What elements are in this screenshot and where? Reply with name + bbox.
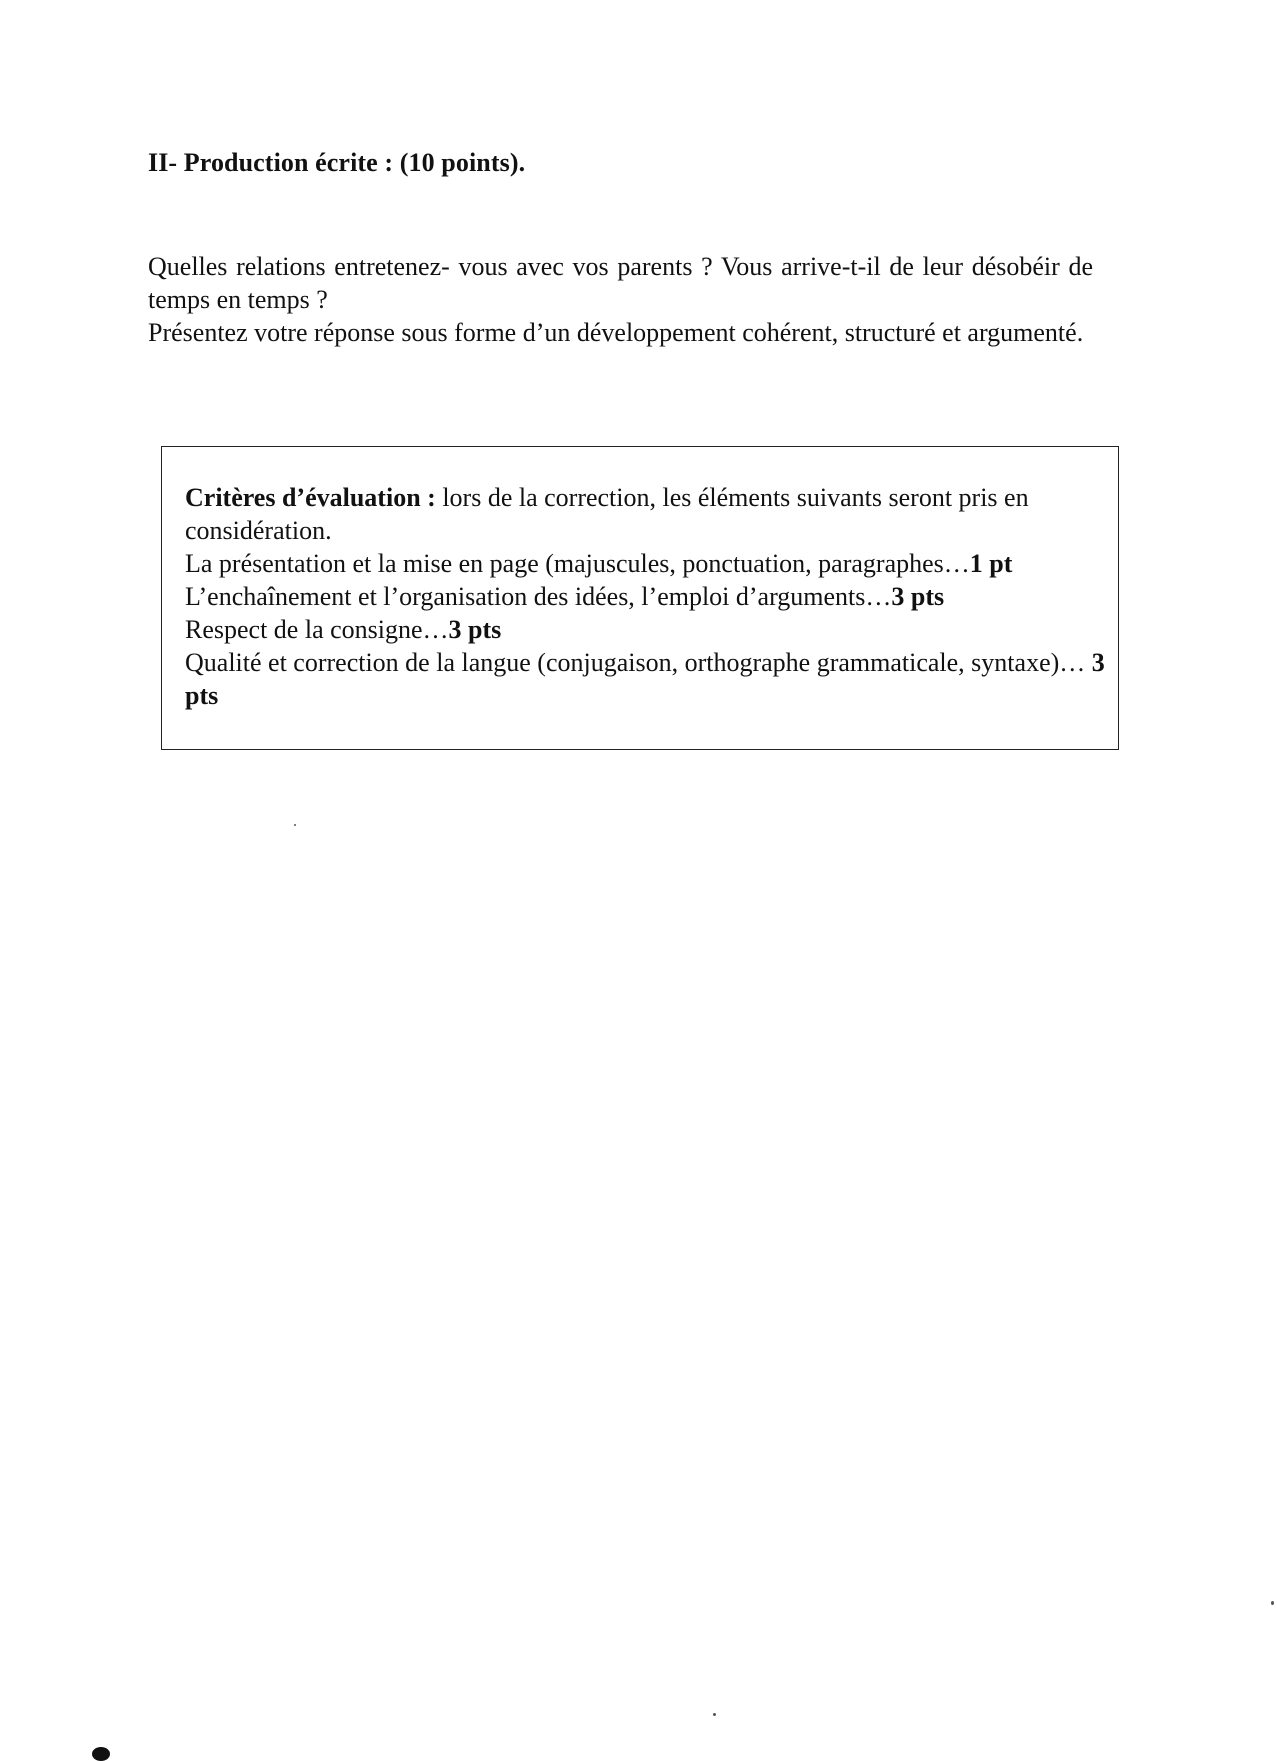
writing-prompt	[148, 250, 1093, 349]
scan-speck	[713, 1713, 716, 1716]
section-title: II- Production écrite : (10 points).	[148, 148, 526, 177]
criteria-item-text: L’enchaînement et l’organisation des idées, l’emploi d’arguments…	[185, 582, 892, 611]
criteria-item	[185, 580, 1105, 613]
criteria-item-points: 3 pts	[448, 615, 502, 644]
criteria-item-points: 3 pts	[891, 582, 945, 611]
prompt-question: Quelles relations entretenez- vous avec vos parents ? Vous arrive-t-il de leur désobéir de temps en temps ?	[148, 252, 1093, 314]
criteria-item-text: Qualité et correction de la langue (conjugaison, orthographe grammaticale, syntaxe)…	[185, 648, 1092, 677]
scan-speck	[1271, 1601, 1274, 1605]
scan-blob	[92, 1747, 110, 1761]
criteria-content	[185, 481, 1105, 712]
criteria-item	[185, 613, 1105, 646]
criteria-box	[161, 446, 1119, 750]
scan-speck	[294, 824, 296, 826]
criteria-item-points: 1 pt	[969, 549, 1013, 578]
prompt-instruction: Présentez votre réponse sous forme d’un développement cohérent, structuré et argumenté.	[148, 318, 1084, 347]
criteria-item-text: La présentation et la mise en page (majuscules, ponctuation, paragraphes…	[185, 549, 970, 578]
criteria-item-text: Respect de la consigne…	[185, 615, 449, 644]
criteria-item	[185, 547, 1105, 580]
criteria-intro-text: lors de la correction, les éléments suivants seront pris en considération.	[185, 483, 1029, 545]
criteria-intro	[185, 481, 1105, 547]
criteria-item	[185, 646, 1105, 712]
criteria-heading: Critères d’évaluation :	[185, 483, 436, 512]
criteria-item-points: 3 pts	[185, 648, 1105, 710]
